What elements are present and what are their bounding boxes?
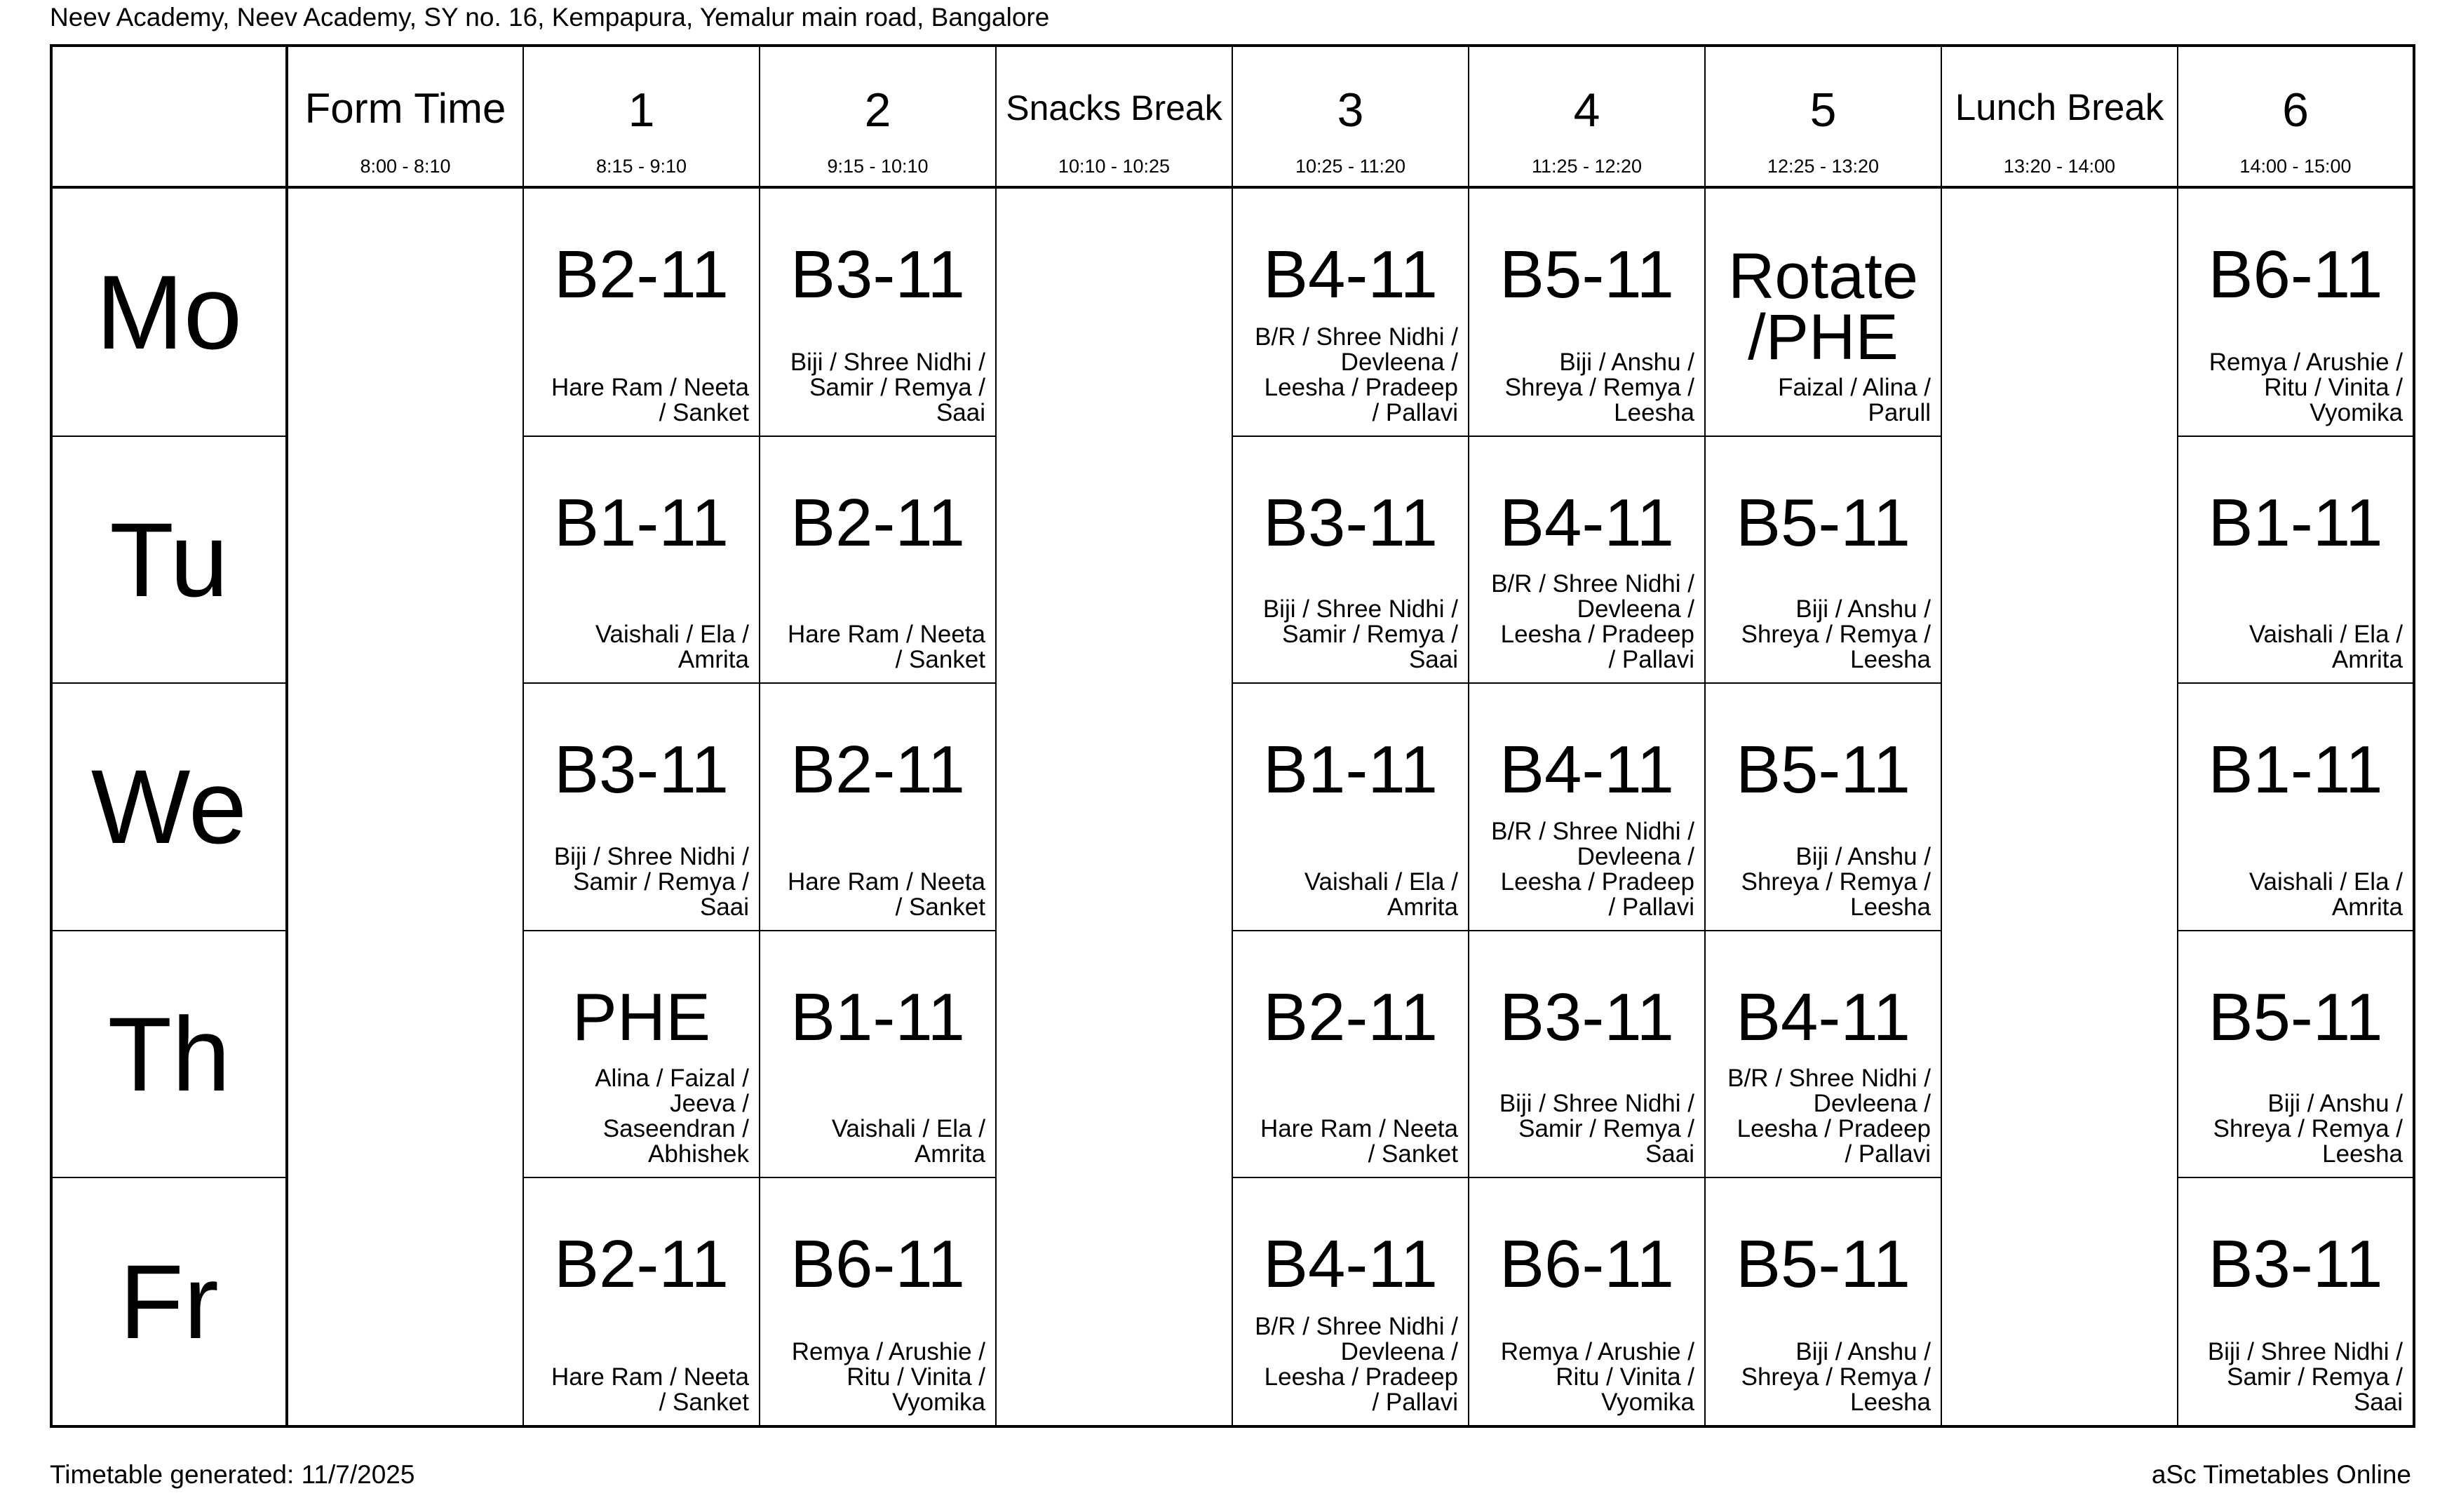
- column-label: 1: [628, 83, 655, 137]
- lesson-cell[interactable]: [760, 683, 996, 930]
- column-header-period-2: [760, 46, 996, 187]
- lesson-subject: B1-11: [553, 485, 729, 560]
- lesson-cell[interactable]: [2178, 436, 2414, 683]
- day-label: Th: [51, 931, 287, 1177]
- lesson-subject: B1-11: [1262, 732, 1438, 808]
- column-header-period-1: [523, 46, 760, 187]
- lesson-teachers: Hare Ram / Neeta / Sanket: [787, 621, 985, 674]
- column-time: 13:20 - 14:00: [2003, 156, 2116, 177]
- header-row: [51, 46, 2414, 187]
- lesson-cell[interactable]: [760, 931, 996, 1177]
- lesson-cell[interactable]: [1232, 931, 1469, 1177]
- column-header-period-5: [1705, 46, 1941, 187]
- lesson-teachers: Biji / Shree Nidhi / Samir / Remya / Saai: [1262, 595, 1458, 674]
- column-label: 3: [1337, 83, 1364, 137]
- lesson-teachers: Vaishali / Ela / Amrita: [595, 621, 749, 674]
- lesson-subject: B5-11: [1735, 732, 1911, 808]
- lesson-teachers: Faizal / Alina / Parull: [1778, 373, 1931, 426]
- lunch-break-column: [1941, 187, 2178, 1426]
- lesson-subject: B2-11: [1262, 979, 1438, 1055]
- column-time: 9:15 - 10:10: [827, 156, 929, 177]
- lesson-teachers: Biji / Shree Nidhi / Samir / Remya / Saai: [790, 348, 985, 426]
- lesson-cell[interactable]: [1232, 436, 1469, 683]
- lesson-teachers: Vaishali / Ela / Amrita: [2248, 868, 2403, 921]
- lesson-cell[interactable]: [1705, 436, 1941, 683]
- lesson-cell[interactable]: [760, 436, 996, 683]
- lesson-subject: B2-11: [553, 1227, 729, 1302]
- lesson-teachers: B/R / Shree Nidhi / Devleena / Leesha / Pradeep / Pallavi: [1491, 570, 1694, 674]
- lesson-subject: PHE: [572, 979, 711, 1055]
- lesson-subject: B4-11: [1499, 732, 1675, 808]
- lesson-subject: B6-11: [1499, 1227, 1675, 1302]
- lesson-subject: B2-11: [790, 485, 966, 560]
- brand-label: aSc Timetables Online: [2151, 1460, 2411, 1489]
- lesson-cell[interactable]: [523, 683, 760, 930]
- day-label: Tu: [51, 436, 287, 683]
- column-label: Snacks Break: [1006, 88, 1222, 128]
- lesson-cell[interactable]: [523, 436, 760, 683]
- lesson-subject: B5-11: [1735, 485, 1911, 560]
- form-time-column: [287, 187, 523, 1426]
- lesson-teachers: Biji / Shree Nidhi / Samir / Remya / Saai: [553, 842, 749, 921]
- lesson-teachers: Remya / Arushie / Ritu / Vinita / Vyomika: [2209, 348, 2403, 426]
- lesson-teachers: B/R / Shree Nidhi / Devleena / Leesha / Pradeep / Pallavi: [1491, 817, 1694, 921]
- lesson-cell[interactable]: [2178, 1177, 2414, 1426]
- column-time: 14:00 - 15:00: [2239, 156, 2352, 177]
- lesson-subject: B1-11: [2208, 732, 2383, 808]
- lesson-subject: B2-11: [790, 732, 966, 808]
- lesson-teachers: Remya / Arushie / Ritu / Vinita / Vyomika: [791, 1338, 985, 1416]
- lesson-cell[interactable]: [760, 187, 996, 436]
- generated-date: Timetable generated: 11/7/2025: [50, 1460, 415, 1489]
- corner-cell: [51, 46, 287, 187]
- lesson-teachers: Vaishali / Ela / Amrita: [2248, 621, 2403, 674]
- lesson-subject: B6-11: [2208, 237, 2383, 312]
- day-label: We: [51, 683, 287, 930]
- lesson-teachers: Biji / Shree Nidhi / Samir / Remya / Saai: [1499, 1090, 1694, 1168]
- lesson-subject: B4-11: [1735, 979, 1911, 1055]
- lesson-cell[interactable]: [1705, 187, 1941, 436]
- lesson-cell[interactable]: [1705, 931, 1941, 1177]
- column-time: 8:15 - 9:10: [595, 156, 687, 177]
- lesson-cell[interactable]: [1232, 1177, 1469, 1426]
- lesson-cell[interactable]: [523, 1177, 760, 1426]
- day-label: Fr: [51, 1177, 287, 1426]
- lesson-teachers: Hare Ram / Neeta / Sanket: [551, 1363, 749, 1416]
- lesson-cell[interactable]: [2178, 187, 2414, 436]
- lesson-subject: B3-11: [790, 237, 966, 312]
- lesson-cell[interactable]: [1469, 1177, 1705, 1426]
- lesson-subject: B5-11: [2208, 979, 2383, 1055]
- lesson-subject: B1-11: [790, 979, 966, 1055]
- lesson-subject: B4-11: [1262, 237, 1438, 312]
- column-time: 8:00 - 8:10: [360, 156, 451, 177]
- lesson-subject: B6-11: [790, 1227, 966, 1302]
- lesson-subject: B3-11: [1499, 979, 1675, 1055]
- column-label: Form Time: [304, 85, 506, 132]
- column-label: 5: [1809, 83, 1837, 137]
- lesson-teachers: Biji / Anshu / Shreya / Remya / Leesha: [1741, 842, 1931, 921]
- lesson-subject: Rotate /PHE: [1727, 241, 1919, 374]
- lesson-subject: B3-11: [553, 732, 729, 808]
- lesson-subject: B5-11: [1735, 1227, 1911, 1302]
- lesson-subject: B5-11: [1499, 237, 1675, 312]
- lesson-teachers: B/R / Shree Nidhi / Devleena / Leesha / Pradeep / Pallavi: [1255, 1313, 1458, 1416]
- lesson-teachers: Hare Ram / Neeta / Sanket: [1260, 1115, 1458, 1168]
- lesson-cell[interactable]: [1232, 683, 1469, 930]
- column-header-form-time: [287, 46, 523, 187]
- lesson-teachers: Biji / Anshu / Shreya / Remya / Leesha: [1741, 595, 1931, 674]
- lesson-subject: B4-11: [1262, 1227, 1438, 1302]
- column-label: 6: [2282, 83, 2309, 137]
- lesson-teachers: Biji / Anshu / Shreya / Remya / Leesha: [1741, 1338, 1931, 1416]
- lesson-subject: B2-11: [553, 237, 729, 312]
- lesson-teachers: B/R / Shree Nidhi / Devleena / Leesha / Pradeep / Pallavi: [1255, 323, 1458, 426]
- lesson-teachers: Remya / Arushie / Ritu / Vinita / Vyomika: [1500, 1338, 1694, 1416]
- column-time: 10:25 - 11:20: [1295, 156, 1406, 177]
- timetable: [50, 44, 2415, 1428]
- day-label: Mo: [51, 187, 287, 436]
- column-time: 10:10 - 10:25: [1058, 156, 1171, 177]
- lesson-cell[interactable]: [1705, 683, 1941, 930]
- lesson-teachers: B/R / Shree Nidhi / Devleena / Leesha / Pradeep / Pallavi: [1727, 1065, 1931, 1168]
- lesson-teachers: Vaishali / Ela / Amrita: [1304, 868, 1458, 921]
- day-row-mo: [51, 187, 2414, 436]
- lesson-cell[interactable]: [1469, 931, 1705, 1177]
- lesson-cell[interactable]: [1469, 187, 1705, 436]
- column-time: 11:25 - 12:20: [1531, 156, 1643, 177]
- snacks-break-column: [996, 187, 1232, 1426]
- lesson-cell[interactable]: [2178, 683, 2414, 930]
- lesson-cell[interactable]: [1469, 436, 1705, 683]
- lesson-cell[interactable]: [1469, 683, 1705, 930]
- lesson-subject: B1-11: [2208, 485, 2383, 560]
- column-header-snacks-break: [996, 46, 1232, 187]
- lesson-teachers: Biji / Anshu / Shreya / Remya / Leesha: [1504, 348, 1694, 426]
- lesson-subject: B3-11: [2208, 1227, 2383, 1302]
- school-address: Neev Academy, Neev Academy, SY no. 16, Kempapura, Yemalur main road, Bangalore: [50, 3, 1050, 32]
- lesson-cell[interactable]: [2178, 931, 2414, 1177]
- lesson-cell[interactable]: [760, 1177, 996, 1426]
- lesson-subject: B3-11: [1262, 485, 1438, 560]
- lesson-teachers: Alina / Faizal / Jeeva / Saseendran / Abhishek: [595, 1065, 749, 1168]
- lesson-cell[interactable]: [523, 187, 760, 436]
- lesson-cell[interactable]: [1705, 1177, 1941, 1426]
- lesson-teachers: Hare Ram / Neeta / Sanket: [551, 373, 749, 426]
- column-header-period-4: [1469, 46, 1705, 187]
- lesson-teachers: Biji / Shree Nidhi / Samir / Remya / Saai: [2207, 1338, 2403, 1416]
- column-header-period-3: [1232, 46, 1469, 187]
- column-label: 4: [1573, 83, 1600, 137]
- column-header-lunch-break: [1941, 46, 2178, 187]
- lesson-teachers: Biji / Anshu / Shreya / Remya / Leesha: [2213, 1090, 2403, 1168]
- lesson-cell[interactable]: [523, 931, 760, 1177]
- column-label: Lunch Break: [1955, 87, 2164, 128]
- column-header-period-6: [2178, 46, 2414, 187]
- lesson-teachers: Hare Ram / Neeta / Sanket: [787, 868, 985, 921]
- lesson-cell[interactable]: [1232, 187, 1469, 436]
- column-time: 12:25 - 13:20: [1767, 156, 1880, 177]
- lesson-teachers: Vaishali / Ela / Amrita: [831, 1115, 985, 1168]
- column-label: 2: [864, 83, 891, 137]
- lesson-subject: B4-11: [1499, 485, 1675, 560]
